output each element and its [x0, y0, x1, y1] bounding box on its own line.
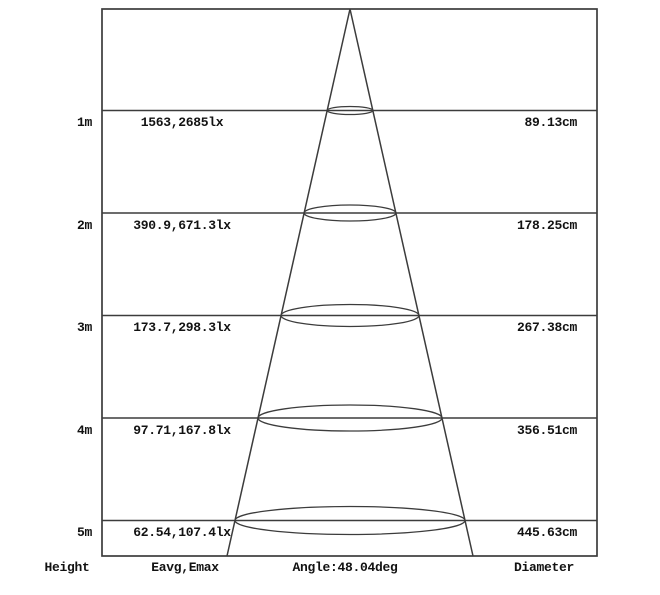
eavg-emax-value-4m: 97.71,167.8lx	[133, 423, 231, 438]
cone-edge-right	[350, 9, 473, 556]
height-tick-2m: 2m	[76, 218, 92, 233]
height-gridlines	[102, 111, 597, 521]
diameter-value-1m: 89.13cm	[524, 115, 577, 130]
diagram-border	[102, 9, 597, 556]
height-tick-4m: 4m	[76, 423, 92, 438]
beam-ellipses	[235, 107, 465, 535]
height-tick-5m: 5m	[76, 525, 92, 540]
cone-edges	[227, 9, 473, 556]
height-column-label: Height	[44, 560, 90, 575]
diameter-value-2m: 178.25cm	[516, 218, 577, 233]
eavg-emax-value-5m: 62.54,107.4lx	[133, 525, 231, 540]
eavg-emax-value-3m: 173.7,298.3lx	[133, 320, 231, 335]
diameter-value-3m: 267.38cm	[516, 320, 577, 335]
height-tick-1m: 1m	[76, 115, 92, 130]
eavg-emax-column-label: Eavg,Emax	[151, 560, 219, 575]
height-tick-3m: 3m	[76, 320, 92, 335]
diameter-value-5m: 445.63cm	[516, 525, 577, 540]
beam-angle-label: Angle:48.04deg	[292, 560, 398, 575]
eavg-emax-value-2m: 390.9,671.3lx	[133, 218, 231, 233]
cone-edge-left	[227, 9, 350, 556]
diameter-value-4m: 356.51cm	[516, 423, 577, 438]
eavg-emax-value-1m: 1563,2685lx	[140, 115, 224, 130]
diameter-column-label: Diameter	[513, 560, 574, 575]
